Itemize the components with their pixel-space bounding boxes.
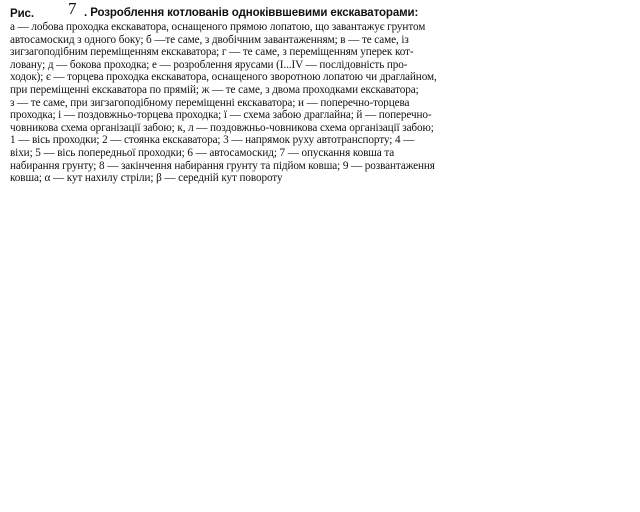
caption-line: при переміщенні екскаватора по прямій; ж — те саме, з двома проходками екскаватора;: [10, 83, 419, 96]
caption-line: ходок); є — торцева проходка екскаватора, оснащеного зворотною лопатою чи драглайном,: [10, 71, 437, 84]
caption-line: набирання грунту; 8 — закінчення набирання грунту та підйом ковша; 9 — розвантаження: [10, 159, 435, 172]
caption-heading: [10, 0, 530, 20]
caption-line: 1 — вісь проходки; 2 — стоянка екскаватора; 3 — напрямок руху автотранспорту; 4 —: [10, 134, 415, 147]
caption-line: віхи; 5 — вісь попередньої проходки; 6 — автосамоскид; 7 — опускання ковша та: [10, 146, 395, 159]
caption-line: проходка; і — поздовжньо-торцева проходка; ї — схема забою драглайна; й — поперечно-: [10, 109, 432, 122]
caption-line: ловану; д — бокова проходка; е — розроблення ярусами (І...IV — послідовність про-: [10, 58, 408, 71]
caption-line: а — лобова проходка екскаватора, оснащеного прямою лопатою, що завантажує грунтом: [10, 21, 426, 33]
figure-title: . Розроблення котлованів одноківвшевими екскаваторами:: [84, 7, 419, 19]
caption-line: ковша; α — кут нахилу стріли; β — середній кут повороту: [10, 172, 283, 185]
caption-line: з — те саме, при зигзагоподібному переміщенні екскаватора; и — поперечно-торцева: [10, 96, 410, 109]
caption-line: зигзагоподібним переміщенням екскаватора; г — те саме, з переміщенням уперек кот-: [10, 46, 414, 59]
caption-line: човникова схема організації забою; к, л — поздовжньо-човникова схема організації забою;: [10, 121, 434, 134]
caption-body: [10, 21, 530, 185]
figure-number: 7: [68, 0, 77, 18]
caption-line: автосамоскид з одного боку; б —те саме, з двобічним завантаженням; в — те саме, із: [10, 33, 409, 46]
figure-caption: [10, 0, 530, 185]
figure-label: Рис.: [10, 8, 34, 20]
